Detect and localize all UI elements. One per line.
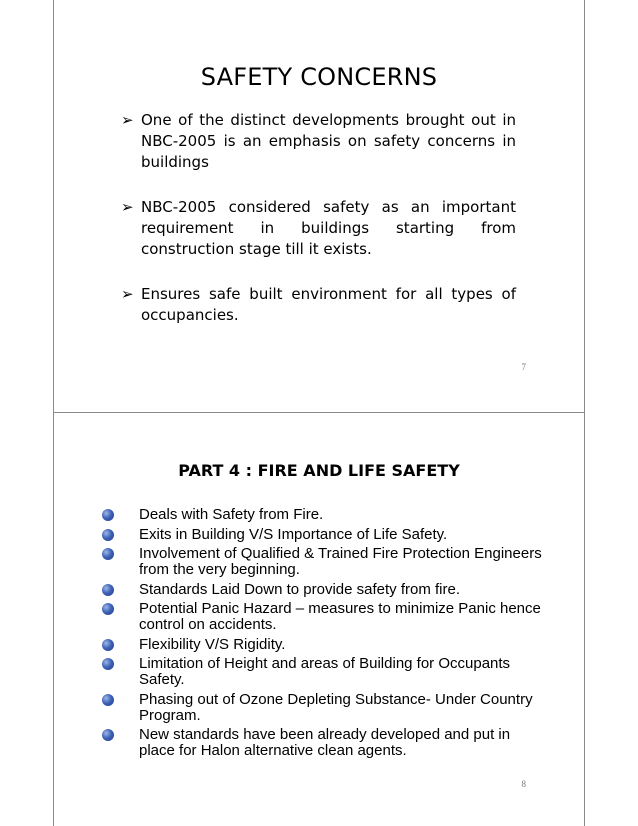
bullet-text: Potential Panic Hazard – measures to minimize Panic hence control on accidents.: [139, 600, 541, 633]
bullet-text: Involvement of Qualified & Trained Fire Protection Engineers from the very beginning.: [139, 545, 542, 578]
list-item: [102, 582, 542, 598]
list-item: [102, 601, 542, 633]
blue-sphere-bullet-icon: [102, 603, 114, 615]
blue-sphere-bullet-icon: [102, 729, 114, 741]
list-item: [102, 546, 542, 578]
list-item: [121, 197, 516, 260]
slide-title: PART 4 : FIRE AND LIFE SAFETY: [178, 461, 460, 480]
bullet-list: [102, 507, 542, 763]
bullet-list: [121, 110, 516, 326]
list-item: [102, 692, 542, 724]
blue-sphere-bullet-icon: [102, 584, 114, 596]
bullet-text: Ensures safe built environment for all types of occupancies.: [141, 285, 516, 324]
arrowhead-bullet-icon: ➢: [121, 198, 134, 216]
blue-sphere-bullet-icon: [102, 658, 114, 670]
bullet-text: Limitation of Height and areas of Building for Occupants Safety.: [139, 655, 511, 688]
blue-sphere-bullet-icon: [102, 529, 114, 541]
bullet-text: New standards have been already developed and put in place for Halon alternative clean agents.: [139, 726, 511, 759]
arrowhead-bullet-icon: ➢: [121, 285, 134, 303]
bullet-text: Flexibility V/S Rigidity.: [139, 635, 286, 653]
arrowhead-bullet-icon: ➢: [121, 111, 134, 129]
blue-sphere-bullet-icon: [102, 509, 114, 521]
slide-8: [53, 412, 585, 826]
list-item: [102, 637, 542, 653]
bullet-text: Exits in Building V/S Importance of Life Safety.: [139, 525, 448, 543]
list-item: [121, 284, 516, 326]
blue-sphere-bullet-icon: [102, 639, 114, 651]
page-number: 7: [521, 362, 526, 372]
blue-sphere-bullet-icon: [102, 548, 114, 560]
bullet-text: Deals with Safety from Fire.: [139, 506, 324, 523]
list-item: [102, 656, 542, 688]
list-item: [121, 110, 516, 173]
bullet-text: Standards Laid Down to provide safety from fire.: [139, 580, 460, 598]
list-item: [102, 527, 542, 543]
page-number: 8: [521, 779, 526, 789]
list-item: [102, 507, 542, 523]
bullet-text: One of the distinct developments brought out in NBC-2005 is an emphasis on safety concerns in buildings: [141, 111, 516, 171]
list-item: [102, 727, 542, 759]
slide-7: [53, 0, 585, 413]
blue-sphere-bullet-icon: [102, 694, 114, 706]
bullet-text: NBC-2005 considered safety as an important requirement in buildings starting from construction stage till it exists.: [141, 198, 516, 258]
slide-title: SAFETY CONCERNS: [200, 63, 438, 91]
bullet-text: Phasing out of Ozone Depleting Substance- Under Country Program.: [139, 690, 533, 724]
